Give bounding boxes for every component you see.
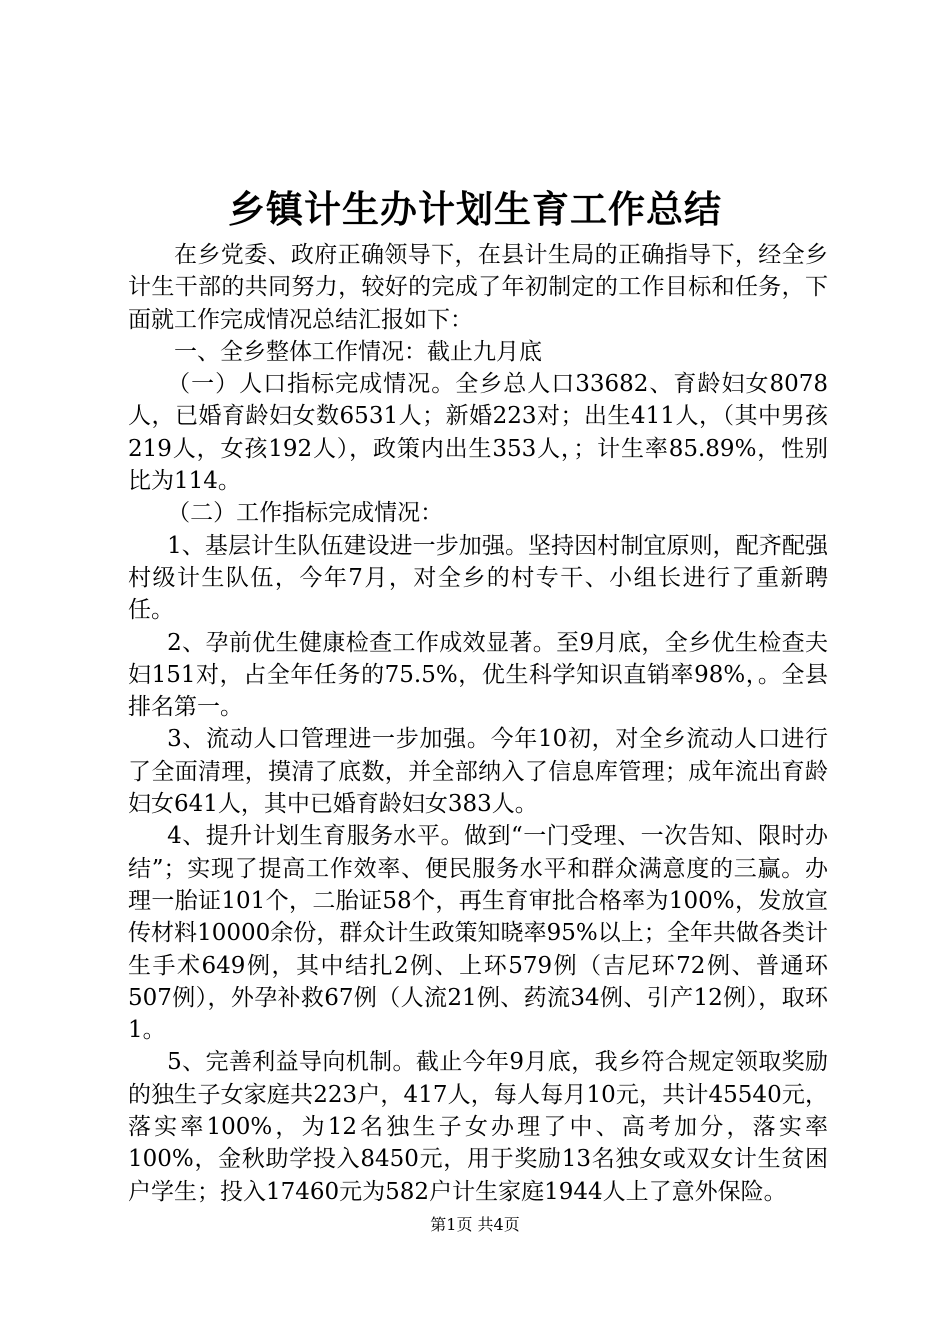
subsection-heading-work-indicators: （二）工作指标完成情况： bbox=[167, 500, 444, 527]
paragraph-item-1: 1、基层计生队伍建设进一步加强。坚持因村制宜原则，配齐配强村级计生队伍，今年7月，对全乡的村专干、小组长进行了重新聘任。 bbox=[128, 532, 828, 624]
document-body bbox=[128, 239, 828, 1208]
paragraph-population-indicators: （一）人口指标完成情况。全乡总人口33682、育龄妇女8078人，已婚育龄妇女数6531人；新婚223对；出生411人，（其中男孩219人，女孩192人），政策内出生353人，；计生率85.89%，性别比为114。 bbox=[128, 371, 828, 495]
paragraph-item-4: 4、提升计划生育服务水平。做到“一门受理、一次告知、限时办结”；实现了提高工作效率、便民服务水平和群众满意度的三赢。办理一胎证101个，二胎证58个，再生育审批合格率为100%，发放宣传材料10000余份，群众计生政策知晓率95%以上；全年共做各类计生手术649例，其中结扎2例、上环579例（吉尼环72例、普通环507例），外孕补救67例（人流21例、药流34例、引产12例），取环1。 bbox=[128, 823, 828, 1044]
section-heading-1: 一、全乡整体工作情况：截止九月底 bbox=[174, 338, 542, 365]
paragraph-item-2: 2、孕前优生健康检查工作成效显著。至9月底，全乡优生检查夫妇151对，占全年任务的75.5%，优生科学知识直销率98%，。全县排名第一。 bbox=[128, 629, 828, 721]
paragraph-item-5: 5、完善利益导向机制。截止今年9月底，我乡符合规定领取奖励的独生子女家庭共223户，417人，每人每月10元，共计45540元，落实率100%，为12名独生子女办理了中、高考加分，落实率100%，金秋助学投入8450元，用于奖励13名独女或双女计生贫困户学生；投入17460元为582户计生家庭1944人上了意外保险。 bbox=[128, 1049, 828, 1205]
document-title: 乡镇计生办计划生育工作总结 bbox=[228, 187, 722, 231]
paragraph-item-3: 3、流动人口管理进一步加强。今年10初，对全乡流动人口进行了全面清理，摸清了底数，并全部纳入了信息库管理；成年流出育龄妇女641人，其中已婚育龄妇女383人。 bbox=[128, 726, 828, 818]
paragraph-intro: 在乡党委、政府正确领导下，在县计生局的正确指导下，经全乡计生干部的共同努力，较好的完成了年初制定的工作目标和任务，下面就工作完成情况总结汇报如下： bbox=[128, 242, 828, 333]
page-footer: 第1页 共4页 bbox=[430, 1215, 520, 1234]
